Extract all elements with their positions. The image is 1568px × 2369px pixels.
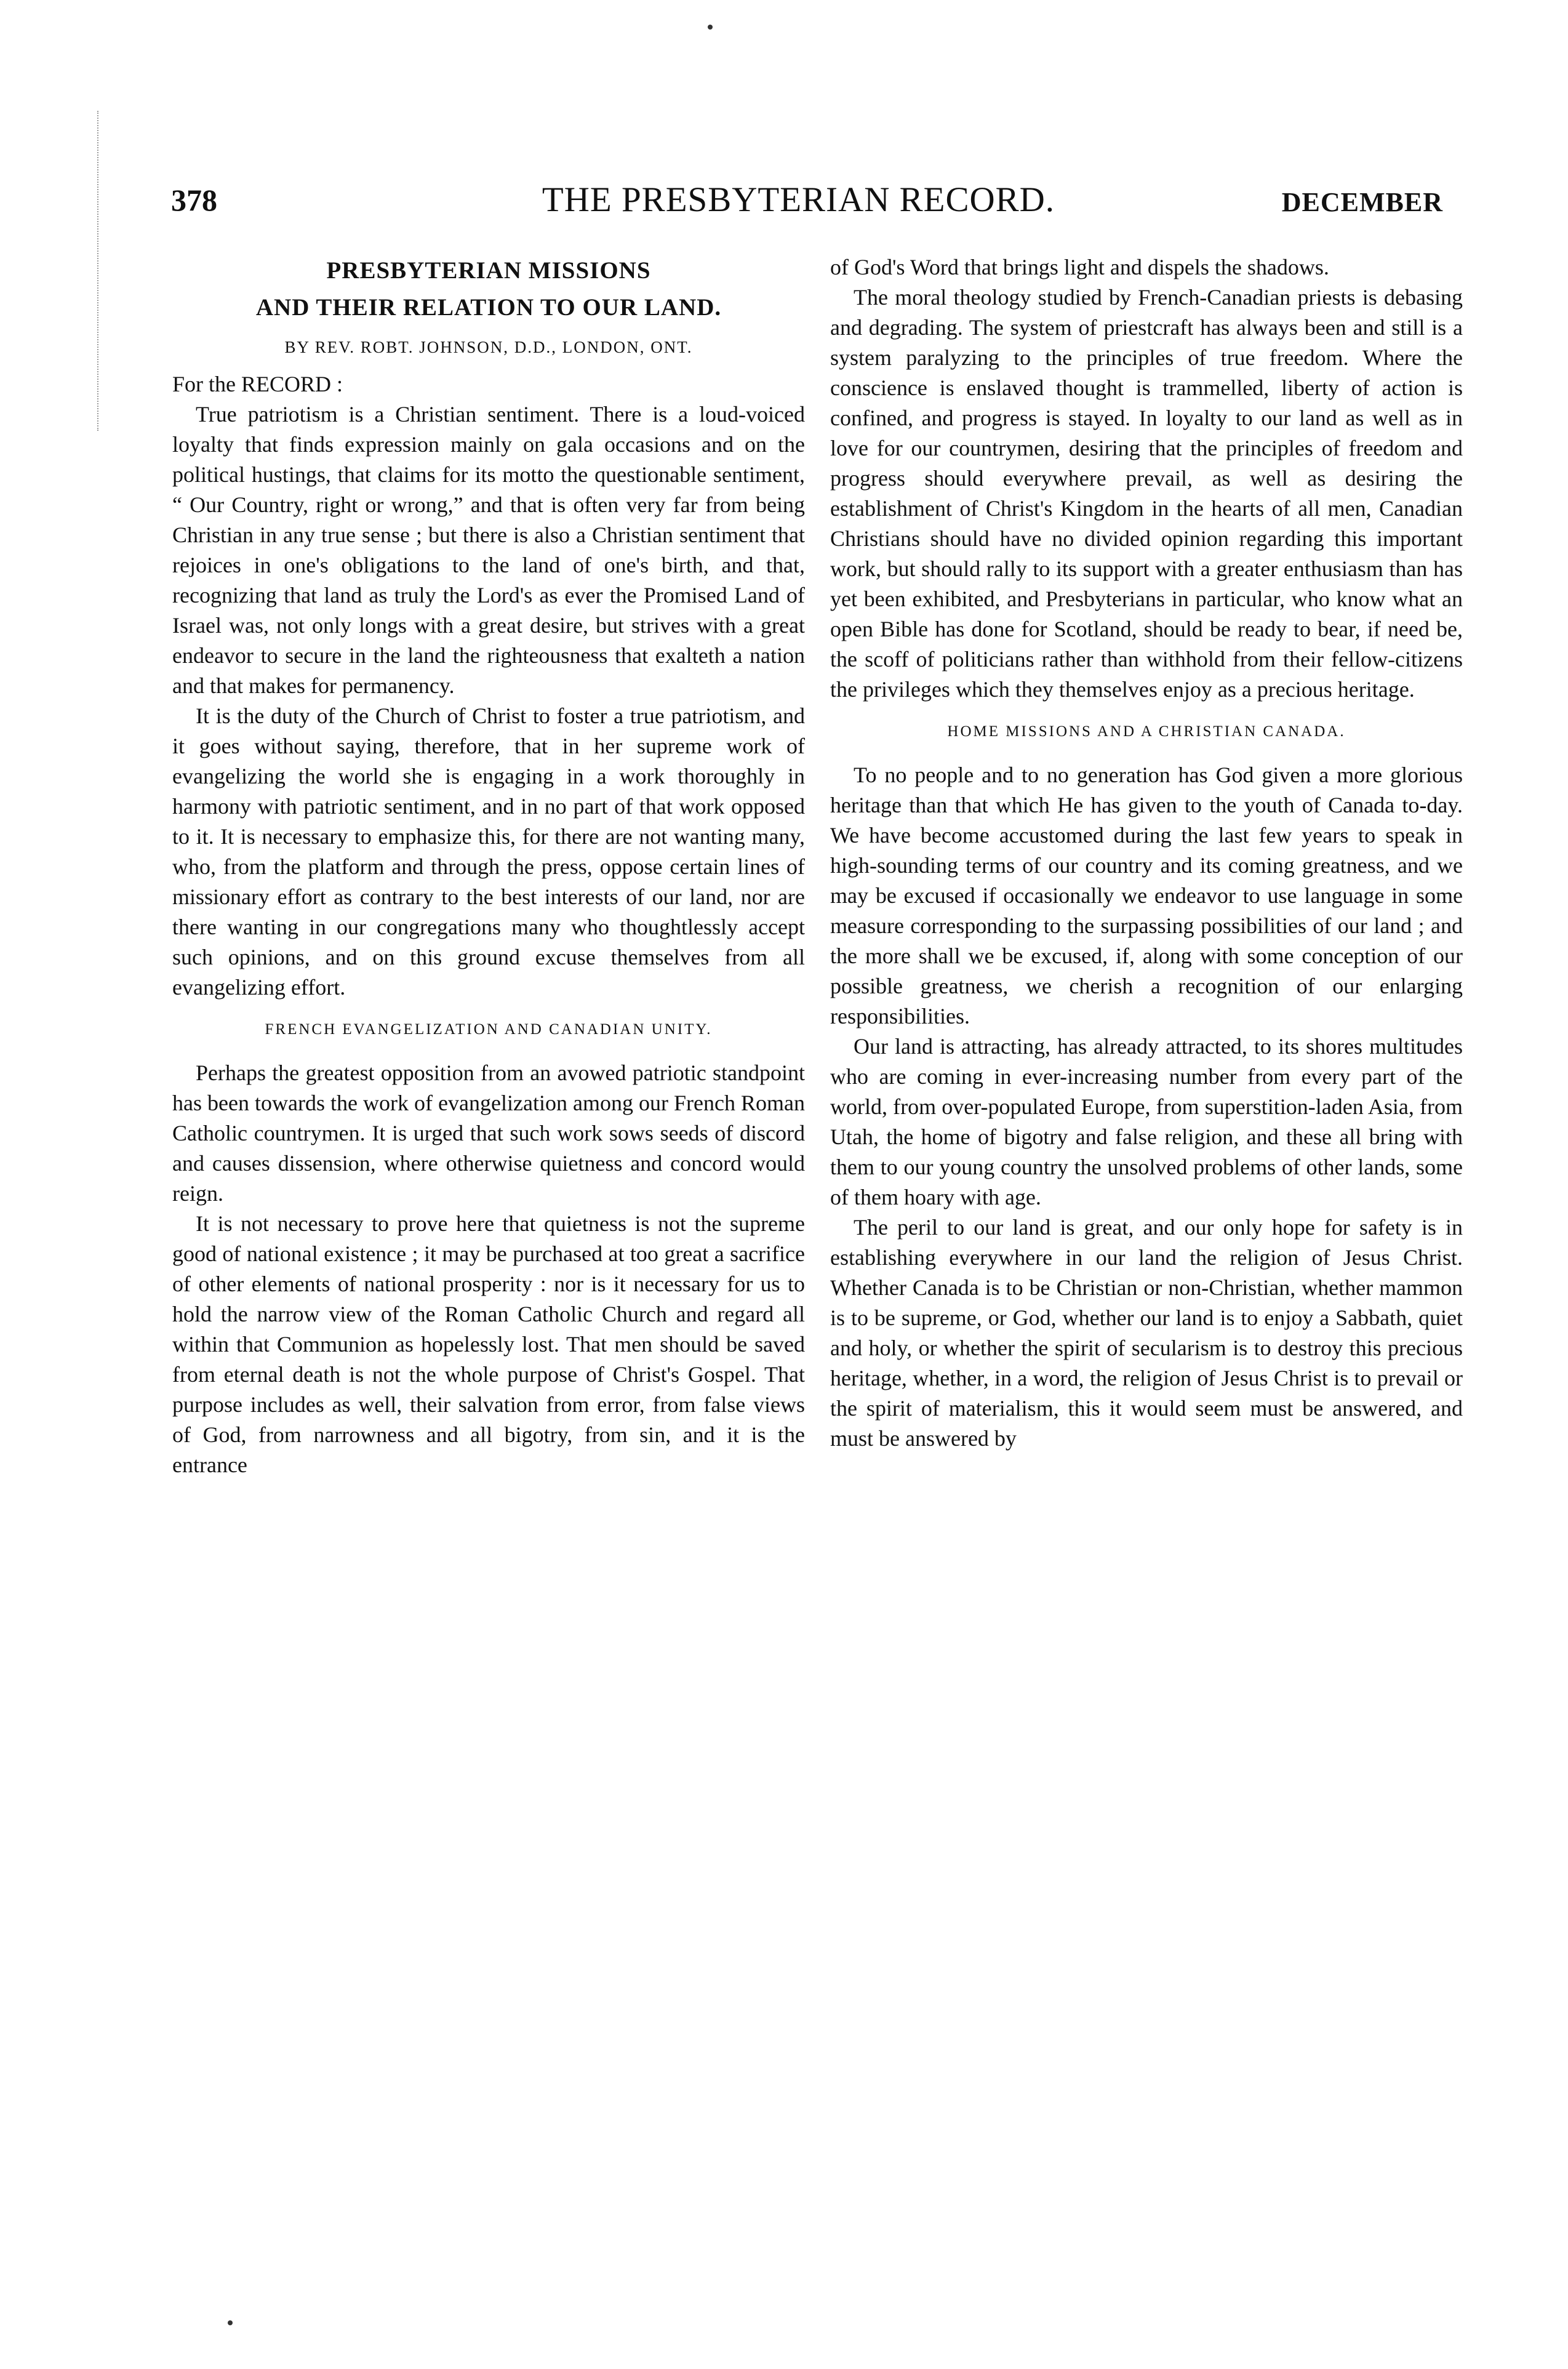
paragraph: True patriotism is a Christian sentiment. There is a loud-voiced loyalty that finds expression mainly on gala occasions and on the political hustings, that claims for its motto the questionable sentiment, “ Our Country, right or wrong,” and that is often very far from being Christian in any true sense ; but there is also a Christian sentiment that rejoices in one's obligations to the land of one's birth, and that, recognizing that land as truly the Lord's as ever the Promised Land of Israel was, not only longs with a great desire, but strives with a great endeavor to secure in the land the righteousness that exalteth a nation and that makes for permanency. [172,402,805,698]
stray-ink-mark [228,2320,233,2325]
journal-title: THE PRESBYTERIAN RECORD. [542,180,1055,219]
paragraph: It is not necessary to prove here that quietness is not the supreme good of national existence ; it may be purchased at too great a sacrifice of other elements of national prosperity : nor is it necessary for us to hold the narrow view of the Roman Catholic Church and regard all within that Communion as hopelessly lost. That men should be saved from eternal death is not the whole purpose of Christ's Gospel. That purpose includes as well, their salvation from error, from false views of God, from narrowness and all bigotry, from sin, and it is the entrance [172,1211,805,1477]
section-heading: FRENCH EVANGELIZATION AND CANADIAN UNITY. [265,1021,713,1038]
byline: BY REV. ROBT. JOHNSON, D.D., LONDON, ONT. [284,338,693,356]
right-column [830,252,1463,1454]
page-number: 378 [171,183,217,217]
running-header [154,178,1443,222]
section-heading: HOME MISSIONS AND A CHRISTIAN CANADA. [947,723,1346,740]
paragraph: The moral theology studied by French-Canadian priests is debasing and degrading. The system of priestcraft has always been and still is a system paralyzing to the principles of true freedom. Where the conscience is enslaved thought is trammelled, liberty of action is confined, and progress is stayed. In loyalty to our land as well as in love for our countrymen, desiring that the principles of freedom and progress should everywhere prevail, as well as desiring the establishment of Christ's Kingdom in the hearts of all men, Canadian Christians should have no divided opinion regarding this important work, but should rally to its support with a greater enthusiasm than has yet been exhibited, and Presbyterians in particular, who know what an open Bible has done for Scotland, should be ready to bear, if need be, the scoff of politicians rather than withhold from their fellow-citizens the privileges which they themselves enjoy as a precious heritage. [830,285,1463,702]
dedication: For the RECORD : [172,372,343,396]
paragraph: To no people and to no generation has God given a more glorious heritage than that which He has given to the youth of Canada to-day. We have become accustomed during the last few years to speak in high-sounding terms of our country and its coming greatness, and we may be excused if occasionally we endeavor to use language in some measure corresponding to the surpassing possibilities of our land ; and the more shall we be excused, if, along with some conception of our possible greatness, we cherish a recognition of our enlarging responsibilities. [830,763,1463,1028]
paragraph: Our land is attracting, has already attracted, to its shores multitudes who are coming in ever-increasing number from every part of the world, from over-populated Europe, from superstition-laden Asia, from Utah, the home of bigotry and false religion, and these all bring with them to our young country the unsolved problems of other lands, some of them hoary with age. [830,1034,1463,1209]
article-title-line-2: AND THEIR RELATION TO OUR LAND. [255,294,722,321]
paragraph: Perhaps the greatest opposition from an avowed patriotic standpoint has been towards the work of evangelization among our French Roman Catholic countrymen. It is urged that such work sows seeds of discord and causes dissension, where otherwise quietness and concord would reign. [172,1060,805,1206]
paragraph-continuation: of God's Word that brings light and dispels the shadows. [830,255,1329,279]
left-column [172,252,805,1480]
stray-ink-mark [708,25,713,30]
issue-month: DECEMBER [1281,187,1443,217]
binding-margin-marks [97,111,100,431]
article-title-line-1: PRESBYTERIAN MISSIONS [326,257,651,284]
paragraph: The peril to our land is great, and our only hope for safety is in establishing everywhere in our land the religion of Jesus Christ. Whether Canada is to be Christian or non-Christian, whether mammon is to be supreme, or God, whether our land is to enjoy a Sabbath, quiet and holy, or whether the spirit of secularism is to destroy this precious heritage, whether, in a word, the religion of Jesus Christ is to prevail or the spirit of materialism, this it would seem must be answered, and must be answered by [830,1215,1463,1451]
paragraph: It is the duty of the Church of Christ to foster a true patriotism, and it goes without saying, therefore, that in her supreme work of evangelizing the world she is engaging in a work thoroughly in harmony with patriotic sentiment, and in no part of that work opposed to it. It is necessary to emphasize this, for there are not wanting many, who, from the platform and through the press, oppose certain lines of missionary effort as contrary to the best interests of our land, nor are there wanting in our congregations many who thoughtlessly accept such opinions, and on this ground excuse themselves from all evangelizing effort. [172,703,805,1000]
